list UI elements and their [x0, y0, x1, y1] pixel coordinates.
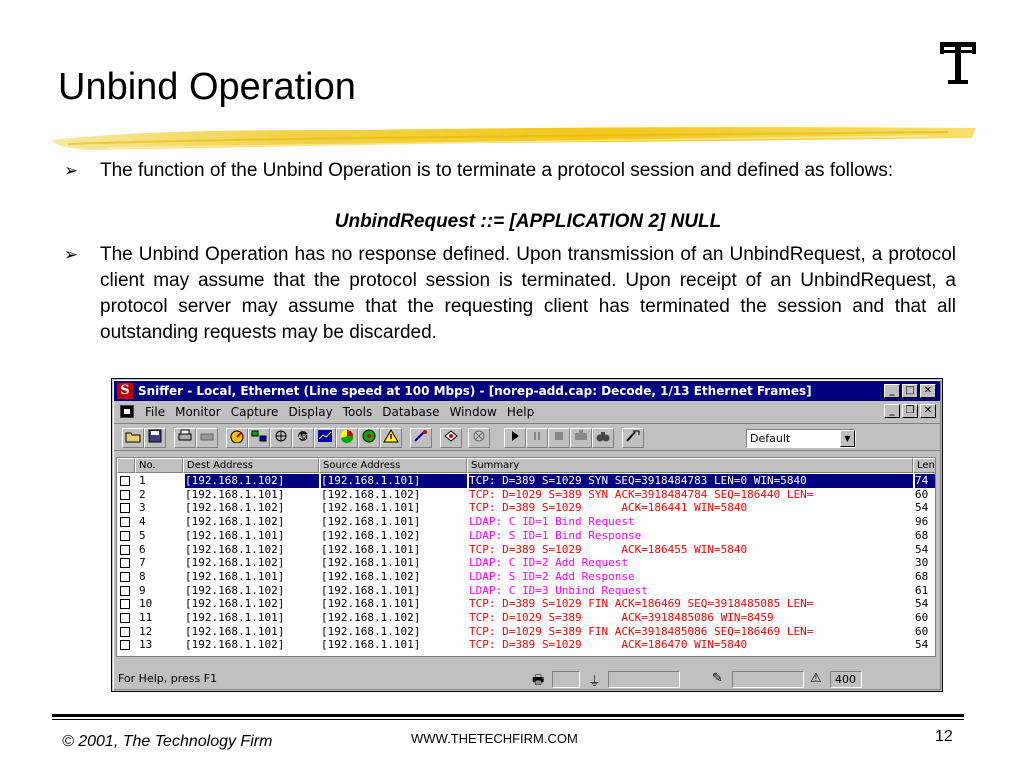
cell-summary: TCP: D=1029 S=389 SYN ACK=3918484784 SEQ=186440 LEN= — [469, 487, 814, 501]
matrix-icon[interactable] — [270, 428, 292, 448]
page-number: 12 — [935, 728, 953, 745]
cell-dest-address: [192.168.1.102] — [185, 474, 319, 488]
cell-source-address: [192.168.1.102] — [321, 569, 421, 583]
sniffer-window — [111, 378, 943, 692]
brush-stroke-divider — [48, 118, 980, 158]
cell-summary: LDAP: S ID=2 Add Response — [469, 569, 635, 583]
cell-dest-address: [192.168.1.102] — [185, 542, 285, 556]
window-titlebar[interactable] — [114, 381, 940, 401]
cell-summary: TCP: D=389 S=1029 FIN ACK=186469 SEQ=3918485085 LEN= — [469, 597, 814, 611]
filter-status-icon: ✎ — [712, 671, 723, 686]
stop-icon[interactable] — [468, 428, 490, 448]
close-button[interactable]: ✕ — [920, 384, 936, 398]
cell-dest-address: [192.168.1.102] — [185, 597, 285, 611]
cell-dest-address: [192.168.1.102] — [185, 556, 285, 570]
options-icon[interactable] — [622, 428, 644, 448]
cell-dest-address: [192.168.1.101] — [185, 528, 285, 542]
row-checkbox[interactable] — [120, 572, 130, 582]
frames-table — [116, 457, 936, 657]
cell-dest-address: [192.168.1.102] — [185, 583, 285, 597]
menu-display[interactable]: Display — [288, 404, 333, 419]
menu-file[interactable]: File — [145, 404, 166, 419]
table-row[interactable] — [117, 611, 935, 625]
cell-no: 5 — [139, 528, 146, 542]
status-field-1 — [552, 671, 580, 688]
print-icon[interactable] — [174, 428, 196, 448]
open-folder-icon[interactable] — [122, 428, 144, 448]
save-icon[interactable] — [144, 428, 166, 448]
menu-bar — [114, 402, 940, 421]
doc-minimize-button[interactable]: _ — [884, 404, 900, 418]
cell-source-address: [192.168.1.101] — [321, 515, 421, 529]
cell-source-address: [192.168.1.102] — [321, 611, 421, 624]
table-header — [117, 458, 935, 473]
table-row[interactable] — [117, 501, 935, 515]
stop-capture-icon[interactable] — [548, 428, 570, 448]
table-row[interactable] — [117, 556, 935, 570]
arrow-bullet-icon: ➢ — [64, 245, 79, 264]
header-no[interactable]: No. — [135, 458, 183, 473]
chevron-down-icon[interactable]: ▼ — [840, 430, 855, 447]
cell-source-address: [192.168.1.101] — [321, 474, 467, 488]
cell-len: 96 — [915, 515, 929, 529]
cell-len: 60 — [915, 624, 929, 638]
toolbar — [114, 423, 940, 451]
cell-len: 61 — [915, 583, 929, 597]
copyright: © 2001, The Technology Firm — [62, 733, 273, 750]
status-field-2 — [608, 671, 680, 688]
table-row[interactable] — [117, 474, 935, 488]
menu-tools[interactable]: Tools — [342, 404, 373, 419]
footer-rule-thin — [52, 719, 964, 720]
header-source[interactable]: Source Address — [319, 458, 467, 473]
table-row[interactable] — [117, 570, 935, 584]
header-summary[interactable]: Summary — [467, 458, 913, 473]
binoculars-icon[interactable] — [592, 428, 614, 448]
unbind-request-definition: UnbindRequest ::= [APPLICATION 2] NULL — [334, 211, 722, 232]
cell-len: 74 — [915, 474, 936, 488]
website: WWW.THETECHFIRM.COM — [411, 731, 578, 746]
menu-help[interactable]: Help — [506, 404, 535, 419]
cell-no: 3 — [139, 501, 146, 515]
cell-no: 2 — [139, 487, 146, 501]
footer-rule — [52, 714, 964, 717]
cell-dest-address: [192.168.1.102] — [185, 638, 285, 652]
table-row[interactable] — [117, 515, 935, 529]
cell-no: 4 — [139, 515, 146, 529]
cell-no: 11 — [139, 611, 153, 624]
arrow-bullet-icon: ➢ — [64, 161, 79, 180]
row-checkbox[interactable] — [120, 640, 130, 650]
status-count: 400 — [830, 671, 862, 688]
horizontal-scrollbar[interactable] — [116, 657, 936, 663]
cell-summary: TCP: D=389 S=1029 ACK=186441 WIN=5840 — [469, 501, 748, 515]
bullet-unbind-function — [64, 158, 956, 184]
print-setup-icon[interactable] — [196, 428, 218, 448]
cell-no: 7 — [139, 556, 146, 570]
cell-source-address: [192.168.1.101] — [321, 583, 421, 597]
row-checkbox[interactable] — [120, 613, 130, 623]
table-row[interactable] — [117, 584, 935, 598]
cell-len: 60 — [915, 487, 929, 501]
row-checkbox[interactable] — [120, 545, 130, 555]
row-checkbox[interactable] — [120, 627, 130, 637]
svg-text:ART: ART — [298, 434, 310, 441]
bullet-text: The Unbind Operation has no response defined. Upon transmission of an UnbindRequest, a protocol client may assume that the protocol session is terminated. Upon receipt of an UnbindRequest, a protocol server may assume that the requesting client has terminated the session and that all outstanding requests may be discarded. — [100, 244, 956, 343]
cell-len: 54 — [915, 501, 929, 515]
cell-summary: LDAP: C ID=2 Add Request — [469, 556, 628, 570]
cell-len: 68 — [915, 528, 929, 542]
cell-dest-address: [192.168.1.101] — [185, 611, 285, 624]
cell-len: 54 — [915, 638, 929, 652]
cell-source-address: [192.168.1.102] — [321, 487, 421, 501]
doc-close-button[interactable]: ✕ — [920, 404, 936, 418]
cell-dest-address: [192.168.1.102] — [185, 501, 285, 515]
cell-dest-address: [192.168.1.101] — [185, 487, 285, 501]
menu-window[interactable]: Window — [449, 404, 497, 419]
protocol-dist-icon[interactable] — [336, 428, 358, 448]
status-field-3 — [732, 671, 804, 688]
cell-source-address: [192.168.1.102] — [321, 528, 421, 542]
printer-status-icon: 🖶 — [532, 673, 545, 688]
row-checkbox[interactable] — [120, 531, 130, 541]
bullet-no-response — [64, 242, 956, 346]
art-icon[interactable] — [292, 428, 314, 448]
network-status-icon: ⏚ — [588, 675, 602, 690]
play-icon[interactable] — [504, 428, 526, 448]
cell-summary: TCP: D=1029 S=389 FIN ACK=3918485086 SEQ=186469 LEN= — [469, 624, 814, 638]
table-row[interactable] — [117, 488, 935, 502]
cell-dest-address: [192.168.1.102] — [185, 515, 285, 529]
table-row[interactable] — [117, 529, 935, 543]
bullet-text: The function of the Unbind Operation is to terminate a protocol session and defined as follows: — [100, 160, 894, 181]
cell-source-address: [192.168.1.101] — [321, 638, 421, 652]
cell-len: 60 — [915, 611, 929, 624]
history-icon[interactable] — [314, 428, 336, 448]
define-filter-icon[interactable] — [410, 428, 432, 448]
table-row[interactable] — [117, 625, 935, 639]
cell-summary: TCP: D=1029 S=389 ACK=3918485086 WIN=8459 — [469, 611, 774, 624]
menu-monitor[interactable]: Monitor — [175, 404, 221, 419]
cell-len: 54 — [915, 542, 929, 556]
cell-summary: TCP: D=389 S=1029 ACK=186470 WIN=5840 — [469, 638, 748, 652]
table-row[interactable] — [117, 638, 935, 652]
doc-restore-button[interactable]: ❐ — [902, 404, 918, 418]
expert-icon[interactable] — [440, 428, 462, 448]
filter-profile-value: Default — [750, 432, 791, 445]
host-table-icon[interactable] — [248, 428, 270, 448]
cell-dest-address: [192.168.1.101] — [185, 569, 285, 583]
cell-no: 8 — [139, 569, 146, 583]
alarm-log-icon[interactable] — [380, 428, 402, 448]
technology-firm-logo — [934, 36, 984, 86]
cell-source-address: [192.168.1.101] — [321, 556, 421, 570]
cell-len: 54 — [915, 597, 929, 611]
cell-source-address: [192.168.1.101] — [321, 542, 421, 556]
cell-source-address: [192.168.1.101] — [321, 597, 421, 611]
table-row[interactable] — [117, 597, 935, 611]
minimize-button[interactable]: _ — [884, 384, 900, 398]
cell-len: 30 — [915, 556, 929, 570]
row-checkbox[interactable] — [120, 586, 130, 596]
alarm-status-icon: ⚠ — [810, 671, 822, 686]
cell-no: 6 — [139, 542, 146, 556]
row-checkbox[interactable] — [120, 476, 130, 486]
pause-icon[interactable] — [526, 428, 548, 448]
window-title: Sniffer - Local, Ethernet (Line speed at 100 Mbps) - [norep-add.cap: Decode, 1/13 Ethernet Frames] — [138, 384, 812, 398]
row-checkbox[interactable] — [120, 599, 130, 609]
global-stats-icon[interactable] — [358, 428, 380, 448]
header-check — [117, 458, 135, 473]
cell-len: 68 — [915, 569, 929, 583]
menu-capture[interactable]: Capture — [230, 404, 279, 419]
cell-source-address: [192.168.1.101] — [321, 501, 421, 515]
table-row[interactable] — [117, 543, 935, 557]
cell-summary: LDAP: C ID=1 Bind Request — [469, 515, 635, 529]
status-bar — [114, 669, 940, 689]
cell-source-address: [192.168.1.102] — [321, 624, 421, 638]
cell-no: 12 — [139, 624, 153, 638]
filter-profile-select[interactable] — [746, 429, 856, 448]
sniffer-app-icon[interactable]: S — [117, 383, 133, 399]
cell-dest-address: [192.168.1.101] — [185, 624, 285, 638]
cell-summary: LDAP: S ID=1 Bind Response — [469, 528, 642, 542]
document-icon[interactable] — [120, 405, 134, 418]
cell-no: 1 — [139, 474, 146, 487]
status-text: For Help, press F1 — [118, 672, 218, 685]
row-checkbox[interactable] — [120, 558, 130, 568]
cell-summary: TCP: D=389 S=1029 SYN SEQ=3918484783 LEN=0 WIN=5840 — [469, 474, 913, 488]
row-checkbox[interactable] — [120, 490, 130, 500]
menu-database[interactable]: Database — [382, 404, 440, 419]
cell-no: 10 — [139, 597, 153, 611]
dashboard-icon[interactable] — [226, 428, 248, 448]
stop-display-icon[interactable] — [570, 428, 592, 448]
header-len[interactable]: Len — [913, 458, 936, 473]
cell-summary: TCP: D=389 S=1029 ACK=186455 WIN=5840 — [469, 542, 748, 556]
header-dest[interactable]: Dest Address — [183, 458, 319, 473]
cell-no: 13 — [139, 638, 153, 652]
row-checkbox[interactable] — [120, 503, 130, 513]
row-checkbox[interactable] — [120, 517, 130, 527]
cell-summary: LDAP: C ID=3 Unbind Request — [469, 583, 648, 597]
cell-no: 9 — [139, 583, 146, 597]
slide-title: Unbind Operation — [58, 66, 356, 108]
maximize-button[interactable]: □ — [902, 384, 918, 398]
